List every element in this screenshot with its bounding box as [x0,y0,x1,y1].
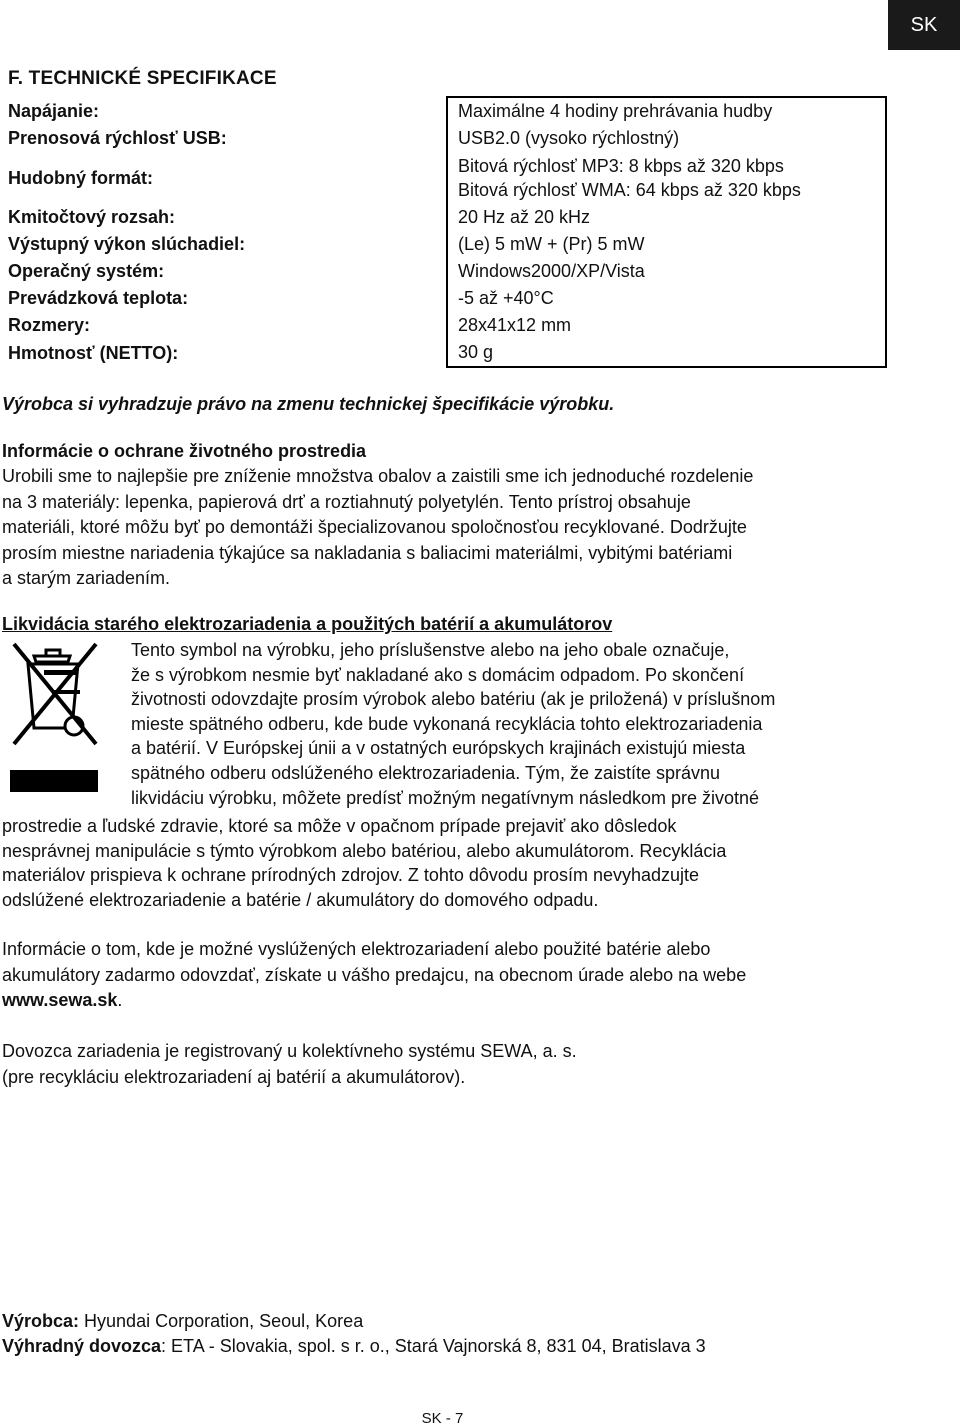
manufacturer-line [2,1309,363,1334]
text-line: spätného odberu odslúženého elektrozariadenia. Tým, že zaistíte správnu [131,762,721,783]
text-line: materiálov prispieva k ochrane prírodných zdrojov. Z tohto dôvodu prosím nevyhadzujte [2,865,700,886]
text-line: životnosti odovzdajte prosím výrobok alebo batériu (ak je priložená) v príslušnom [131,689,776,710]
spec-value [447,312,886,339]
manufacturer-label: Výrobca: [2,1311,80,1331]
weee-text-indented [131,638,891,810]
spec-row [2,204,886,231]
text-line: prostredie a ľudské zdravie, ktoré sa môže v opačnom prípade prejaviť ako dôsledok [2,816,677,836]
text-line: prosím miestne nariadenia týkajúce sa nakladania s baliacimi materiálmi, vybitými batériami [2,542,733,563]
text-line: materiáli, ktoré môžu byť po demontáži špecializovanou spoločnosťou recyklované. Dodržujte [2,517,747,537]
page-number: SK - 7 [421,1410,464,1427]
spec-value-line: USB2.0 (vysoko rýchlostný) [458,128,680,148]
spec-value [447,285,886,312]
collection-info [2,937,882,1014]
spec-value-line: -5 až +40°C [458,288,554,308]
spec-row [2,285,886,312]
spec-label: Operačný systém: [8,261,165,281]
sewa-link[interactable]: www.sewa.sk [2,990,118,1010]
spec-value [447,258,886,285]
spec-value [447,125,886,152]
text-line: Urobili sme to najlepšie pre zníženie množstva obalov a zaistili sme ich jednoduché rozdelenie [2,466,754,486]
spec-row [2,258,886,285]
spec-row [2,231,886,258]
text-line: Informácie o tom, kde je možné vyslúžených elektrozariadení alebo použité batérie alebo [2,939,711,959]
text-line: nesprávnej manipulácie s týmto výrobkom alebo batériou, alebo akumulátorom. Recyklácia [2,840,727,861]
text-line: a starým zariadením. [2,568,171,588]
spec-value-line: Maximálne 4 hodiny prehrávania hudby [458,101,773,121]
spec-value [447,152,886,204]
spec-value-line: Windows2000/XP/Vista [458,261,645,281]
environment-text [2,464,882,592]
text-line: (pre recykláciu elektrozariadení aj batérií a akumulátorov). [2,1066,466,1087]
spec-table [2,96,887,368]
spec-row [2,312,886,339]
environment-heading: Informácie o ochrane životného prostredia [2,441,367,461]
text-line: na 3 materiály: lepenka, papierová drť a roztiahnutý polyetylén. Tento prístroj obsahuje [2,491,691,512]
spec-value-line: 20 Hz až 20 kHz [458,207,591,227]
text-line: Dovozca zariadenia je registrovaný u kolektívneho systému SEWA, a. s. [2,1041,577,1061]
spec-row [2,97,886,125]
spec-row [2,125,886,152]
spec-change-notice: Výrobca si vyhradzuje právo na zmenu technickej špecifikácie výrobku. [2,394,615,414]
spec-value [447,231,886,258]
spec-label: Rozmery: [8,315,91,335]
exclusive-importer-label: Výhradný dovozca [2,1336,162,1356]
text-line: akumulátory zadarmo odovzdať, získate u vášho predajcu, na obecnom úrade alebo na webe [2,964,747,985]
url-suffix: . [117,990,123,1010]
spec-value [447,204,886,231]
text-line [2,988,882,1014]
spec-value-line: Bitová rýchlosť WMA: 64 kbps až 320 kbps [458,180,801,200]
exclusive-importer-value: : ETA - Slovakia, spol. s r. o., Stará Vajnorská 8, 831 04, Bratislava 3 [161,1336,706,1356]
section-title: F. TECHNICKÉ SPECIFIKACE [8,68,277,89]
spec-value [447,339,886,367]
crossed-out-wheeled-bin-icon [8,636,104,796]
text-line: likvidáciu výrobku, môžete predísť možným negatívnym následkom pre životné [131,787,760,808]
spec-label: Výstupný výkon slúchadiel: [8,234,246,254]
spec-value [447,97,886,125]
spec-value-line: 28x41x12 mm [458,315,572,335]
spec-label: Kmitočtový rozsah: [8,207,176,227]
spec-label: Prenosová rýchlosť USB: [8,128,227,148]
text-line: Tento symbol na výrobku, jeho príslušenstve alebo na jeho obale označuje, [131,640,730,660]
text-line: a batérií. V Európskej únii a v ostatných európskych krajinách existujú miesta [131,738,746,759]
text-line: odslúžené elektrozariadenie a batérie / akumulátory do domového odpadu. [2,889,599,910]
spec-value-line: 30 g [458,342,494,362]
spec-label: Prevádzková teplota: [8,288,189,308]
text-line: že s výrobkom nesmie byť nakladané ako s domácim odpadom. Po skončení [131,664,745,685]
weee-text-continued [2,814,882,912]
language-tab: SK [888,0,960,50]
exclusive-importer-line [2,1334,706,1359]
spec-value-line: (Le) 5 mW + (Pr) 5 mW [458,234,645,254]
spec-label: Hudobný formát: [8,168,153,188]
spec-label: Hmotnosť (NETTO): [8,342,179,363]
text-line: mieste spätného odberu, kde bude vykonaná recyklácia tohto elektrozariadenia [131,713,763,734]
spec-row [2,339,886,367]
importer-registration [2,1039,882,1090]
spec-row [2,152,886,204]
spec-label: Napájanie: [8,100,100,121]
spec-value-line: Bitová rýchlosť MP3: 8 kbps až 320 kbps [458,156,784,176]
weee-heading: Likvidácia starého elektrozariadenia a použitých batérií a akumulátorov [2,614,613,634]
manufacturer-value: Hyundai Corporation, Seoul, Korea [79,1311,364,1331]
